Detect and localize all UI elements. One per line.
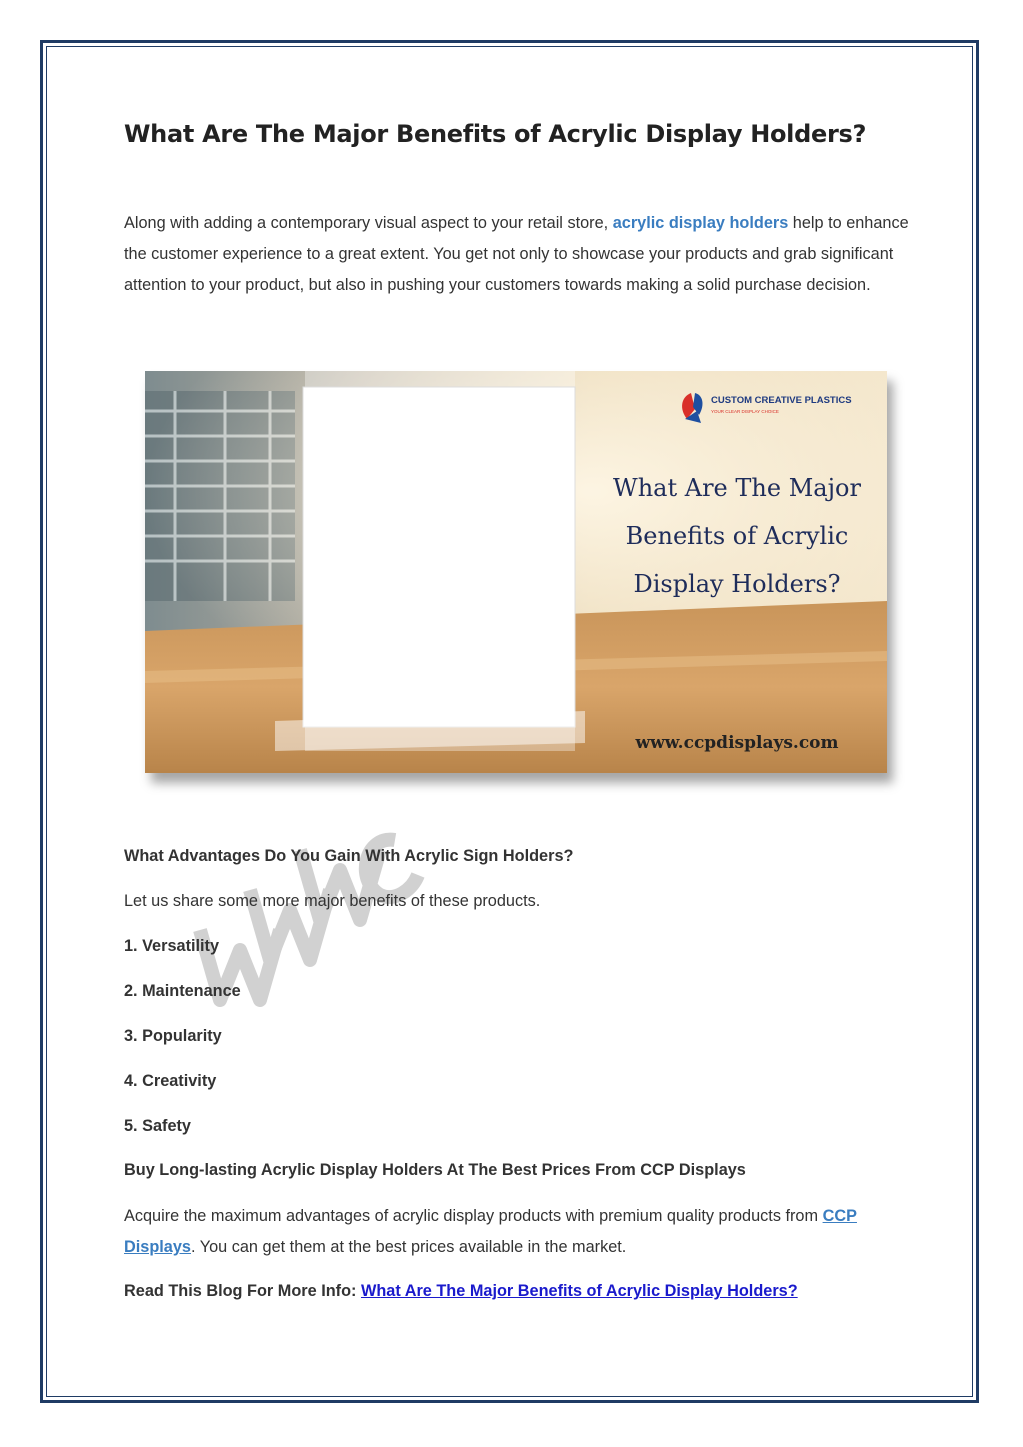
benefit-item-2: 2. Maintenance <box>124 982 241 1000</box>
hero-image <box>145 371 887 773</box>
hero-headline-line-1: What Are The Major <box>613 474 861 502</box>
intro-paragraph <box>124 208 909 301</box>
intro-text-after: help to enhance the customer experience to a great extent. You get not only to showcase your products and grab significant attention to your product, but also in pushing your customers towards making a solid purchase decision. <box>124 214 909 294</box>
brand-tagline: YOUR CLEAR DISPLAY CHOICE <box>711 409 779 414</box>
benefit-item-1: 1. Versatility <box>124 937 220 955</box>
acquire-text-after: . You can get them at the best prices available in the market. <box>190 1238 627 1256</box>
ccp-displays-link[interactable]: CCP Displays <box>124 1207 857 1256</box>
acquire-text-before: Acquire the maximum advantages of acrylic display products with premium quality products from <box>124 1207 823 1225</box>
brand-name: CUSTOM CREATIVE PLASTICS <box>711 395 852 406</box>
hero-headline-line-2: Benefits of Acrylic <box>625 522 849 550</box>
benefit-item-5: 5. Safety <box>124 1117 191 1135</box>
advantages-intro: Let us share some more major benefits of these products. <box>124 892 541 910</box>
buy-heading: Buy Long-lasting Acrylic Display Holders At The Best Prices From CCP Displays <box>124 1161 746 1179</box>
page-title: What Are The Major Benefits of Acrylic Display Holders? <box>124 120 867 148</box>
hero-website: www.ccpdisplays.com <box>635 733 839 753</box>
acrylic-display-holders-link[interactable]: acrylic display holders <box>612 214 789 232</box>
hero-headline-line-3: Display Holders? <box>633 570 841 598</box>
intro-text-before: Along with adding a contemporary visual aspect to your retail store, <box>124 214 613 232</box>
blog-link[interactable]: What Are The Major Benefits of Acrylic Display Holders? <box>360 1282 798 1300</box>
advantages-heading: What Advantages Do You Gain With Acrylic Sign Holders? <box>124 847 574 865</box>
acquire-paragraph <box>124 1201 884 1263</box>
benefit-item-4: 4. Creativity <box>124 1072 217 1090</box>
read-more-label: Read This Blog For More Info: <box>124 1282 361 1300</box>
read-more-line <box>124 1282 798 1301</box>
benefit-item-3: 3. Popularity <box>124 1027 222 1045</box>
